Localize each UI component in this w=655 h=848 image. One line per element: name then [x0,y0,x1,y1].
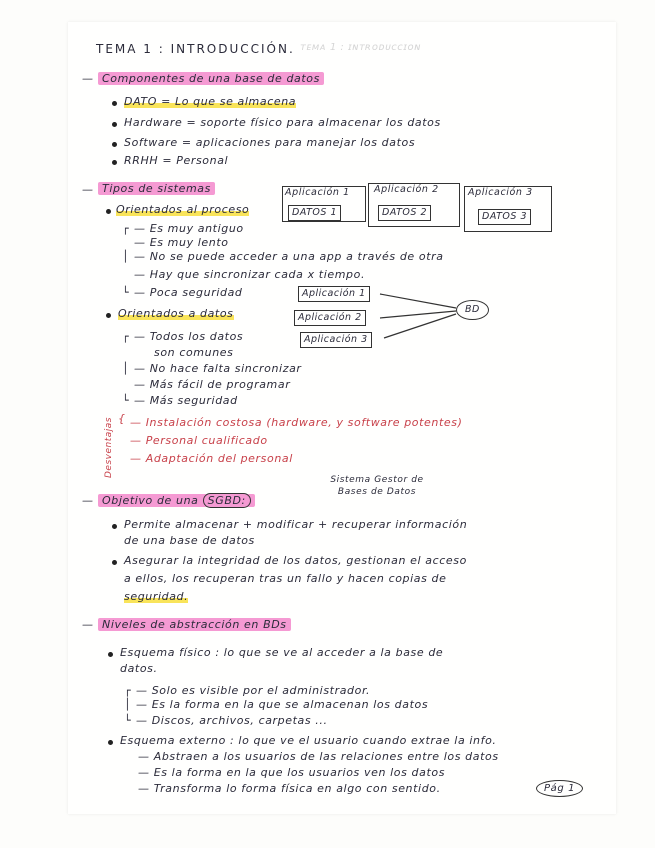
s4-externo: Esquema externo : lo que ve el usuario cuando extrae la info. [120,734,497,747]
list-item: — Hay que sincronizar cada x tiempo. [134,268,366,281]
list-item: — Es la forma en la que se almacenan los datos [136,698,429,711]
disadv-item: — Adaptación del personal [130,452,293,465]
app-label: Aplicación 2 [374,184,439,195]
dash: — [82,618,94,631]
s1-item: Software = aplicaciones para manejar los datos [124,136,416,149]
dash: — [82,494,94,507]
s1-item: RRHH = Personal [124,154,229,167]
list-item: — No se puede acceder a una app a través de otra [134,250,444,263]
s4-heading: Niveles de abstracción en BDs [98,618,291,631]
dash: — [82,183,94,196]
s2-sub1: Orientados al proceso [116,203,250,216]
list-item: — Poca seguridad [134,286,243,299]
app-box: Aplicación 2 [294,310,366,326]
list-item: son comunes [154,346,234,359]
page-number: Pág 1 [536,780,583,797]
list-item: — Es la forma en la que los usuarios ven los datos [138,766,446,779]
datos-box: DATOS 2 [378,205,431,221]
brace-bottom: └ [124,714,132,727]
list-item: — Todos los datos [134,330,244,343]
app-box: Aplicación 3 [300,332,372,348]
list-item: — Más fácil de programar [134,378,291,391]
s2-heading: Tipos de sistemas [98,182,215,195]
sgbd-note: Sistema Gestor de Bases de Datos [330,475,424,497]
s1-item: DATO = Lo que se almacena [124,95,297,108]
dash: — [82,72,94,85]
list-item: — Transforma lo forma física en algo con sentido. [138,782,441,795]
bd-circle: BD [456,300,489,320]
datos-box: DATOS 1 [288,205,341,221]
brace-bottom: └ [122,394,130,407]
list-item: — No hace falta sincronizar [134,362,302,375]
bullet [108,740,113,745]
s3-item: seguridad. [124,590,189,603]
list-item: — Es muy antiguo [134,222,244,235]
s3-item: Asegurar la integridad de los datos, gestionan el acceso [124,554,467,567]
brace-bottom: └ [122,286,130,299]
list-item: — Abstraen a los usuarios de las relaciones entre los datos [138,750,499,763]
list-item: — Es muy lento [134,236,229,249]
s3-item: de una base de datos [124,534,255,547]
page-title: TEMA 1 : INTRODUCCIÓN. [96,42,295,56]
app-box: Aplicación 1 [298,286,370,302]
sgbd-circled: SGBD: [203,493,251,508]
disadv-item: — Personal cualificado [130,434,268,447]
brace-mid: │ [124,698,132,711]
s3-item: a ellos, los recuperan tras un fallo y hacen copias de [124,572,447,585]
s3-item: Permite almacenar + modificar + recuperar información [124,518,468,531]
app-label: Aplicación 3 [468,187,533,198]
bullet [108,652,113,657]
brace-top: ┌ [124,684,132,697]
s4-fisico: Esquema físico : lo que se ve al acceder a la base de [120,646,444,659]
brace-mid: │ [122,362,130,375]
brace: { [118,412,126,425]
s4-fisico: datos. [120,662,158,675]
bullet [112,560,117,565]
disadv-item: — Instalación costosa (hardware, y software potentes) [130,416,463,429]
s2-sub2: Orientados a datos [118,307,234,320]
s1-item: Hardware = soporte físico para almacenar los datos [124,116,441,129]
list-item: — Discos, archivos, carpetas ... [136,714,328,727]
bleed-through: ᴛᴇᴍᴀ 1 : ɪɴᴛʀᴏᴅᴜᴄᴄɪᴏɴ [300,42,421,53]
s1-heading: Componentes de una base de datos [98,72,324,85]
s3-heading: Objetivo de una SGBD: [98,494,255,507]
datos-box: DATOS 3 [478,209,531,225]
app-label: Aplicación 1 [285,187,350,198]
brace-mid: │ [122,250,130,263]
disadv-label: Desventajas [104,417,114,478]
bullet [112,524,117,529]
brace-top: ┌ [122,330,130,343]
list-item: — Más seguridad [134,394,238,407]
list-item: — Solo es visible por el administrador. [136,684,371,697]
brace-top: ┌ [122,222,130,235]
